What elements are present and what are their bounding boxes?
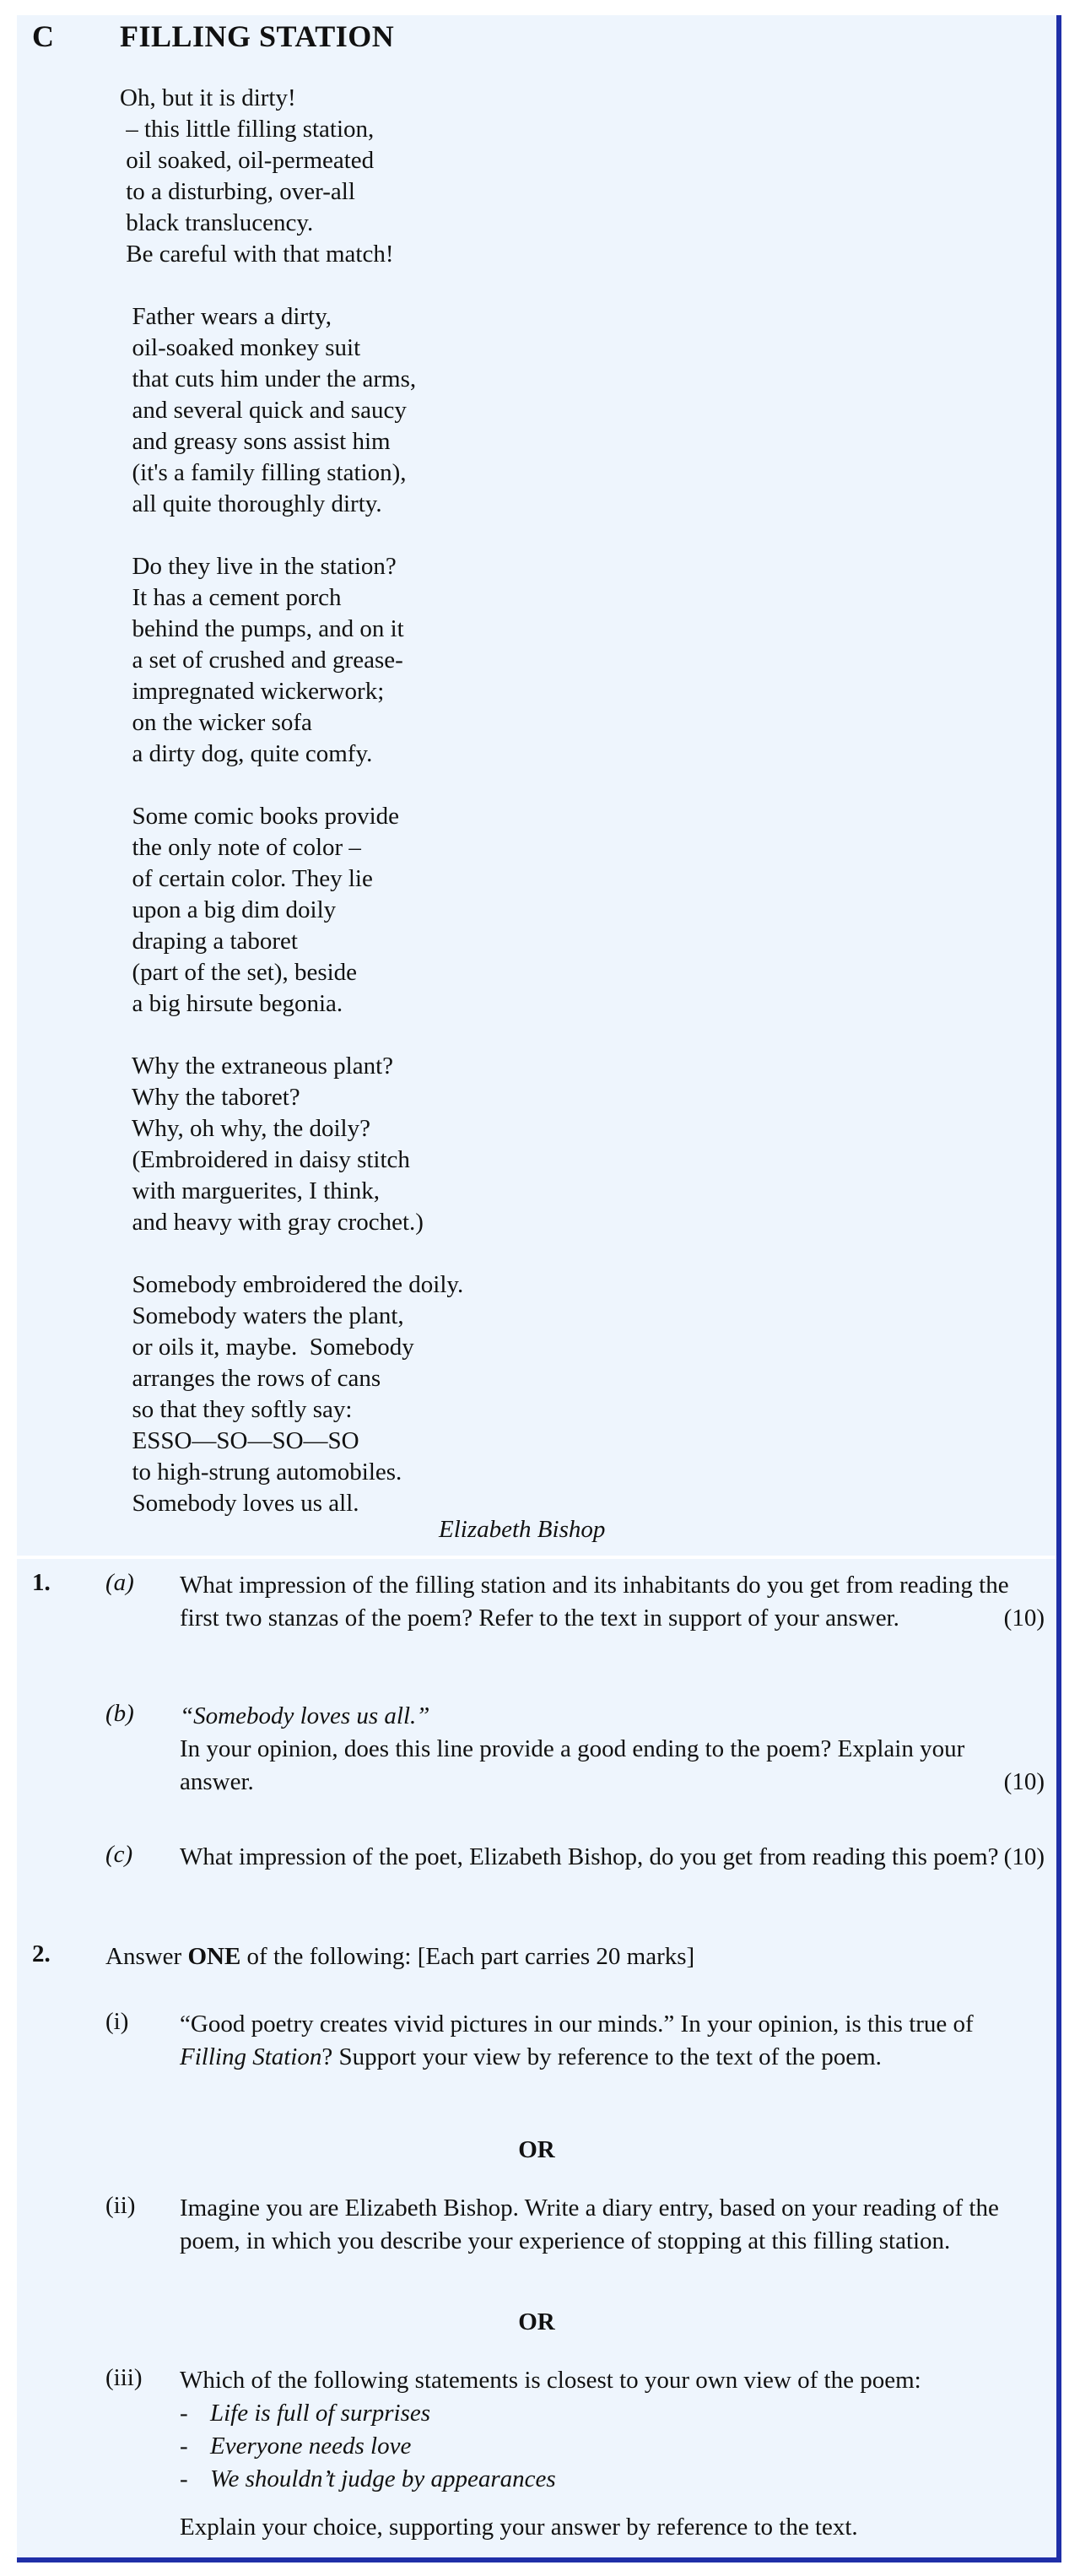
- poem-line: Somebody waters the plant,: [120, 1302, 404, 1329]
- question-1b-body: In your opinion, does this line provide a good ending to the poem? Explain your answer.: [180, 1735, 965, 1795]
- question-2-number: 2.: [32, 1940, 51, 1967]
- question-1c-marks: (10): [1003, 1843, 1045, 1870]
- question-1a-text: [180, 1569, 1045, 1635]
- poem-line: and greasy sons assist him: [120, 428, 391, 455]
- question-2iii-label: (iii): [105, 2364, 143, 2391]
- poem-stanza: [120, 1051, 463, 1238]
- poem-line: or oils it, maybe. Somebody: [120, 1334, 414, 1361]
- or-separator-2: OR: [518, 2308, 555, 2335]
- poem-line: Father wears a dirty,: [120, 303, 332, 330]
- question-1b-marks: (10): [1003, 1768, 1045, 1795]
- poem-stanza: [120, 551, 463, 770]
- question-2ii-label: (ii): [105, 2192, 136, 2219]
- poem-line: oil soaked, oil-permeated: [120, 147, 375, 174]
- poem-line: Be careful with that match!: [120, 241, 394, 268]
- exam-page: [17, 15, 1061, 2562]
- poem-panel: [17, 15, 1056, 1556]
- poem-stanza: [120, 801, 463, 1020]
- poem-line: (it's a family filling station),: [120, 459, 407, 486]
- poem-title: FILLING STATION: [120, 19, 395, 53]
- poem-line: a dirty dog, quite comfy.: [120, 740, 373, 767]
- poem-body: [120, 83, 463, 1519]
- poem-line: all quite thoroughly dirty.: [120, 490, 382, 517]
- questions-panel: [17, 1561, 1056, 2557]
- question-1a-label: (a): [105, 1569, 134, 1596]
- question-1c-label: (c): [105, 1841, 133, 1868]
- poem-line: so that they softly say:: [120, 1396, 353, 1423]
- question-1-number: 1.: [32, 1569, 51, 1596]
- poem-line: Some comic books provide: [120, 803, 400, 830]
- poem-line: Why the extraneous plant?: [120, 1053, 393, 1080]
- poem-line: (Embroidered in daisy stitch: [120, 1146, 410, 1173]
- section-letter: C: [32, 19, 54, 53]
- poem-line: that cuts him under the arms,: [120, 365, 417, 392]
- poem-line: and heavy with gray crochet.): [120, 1209, 424, 1236]
- question-2iii-text: [180, 2364, 1045, 2544]
- poem-line: and several quick and saucy: [120, 397, 407, 424]
- poem-line: It has a cement porch: [120, 584, 342, 611]
- question-2ii-text: Imagine you are Elizabeth Bishop. Write a diary entry, based on your reading of the poem, in which you describe your experience of stopping at this filling station.: [180, 2194, 999, 2254]
- poem-line: the only note of color –: [120, 834, 361, 861]
- question-2-intro-post: of the following: [Each part carries 20 marks]: [240, 1943, 695, 1970]
- poem-stanza: [120, 301, 463, 520]
- question-1a-body: What impression of the filling station and its inhabitants do you get from reading the first two stanzas of the poem? Refer to the text in support of your answer.: [180, 1572, 1009, 1632]
- poem-line: Do they live in the station?: [120, 553, 397, 580]
- statement-options: [180, 2397, 1045, 2496]
- poem-line: impregnated wickerwork;: [120, 678, 385, 705]
- poem-line: ESSO—SO—SO—SO: [120, 1427, 359, 1454]
- poem-line: black translucency.: [120, 209, 314, 236]
- question-2-intro-bold: ONE: [187, 1943, 241, 1970]
- poem-line: behind the pumps, and on it: [120, 615, 404, 642]
- poem-line: on the wicker sofa: [120, 709, 312, 736]
- poem-line: upon a big dim doily: [120, 896, 337, 923]
- poem-line: with marguerites, I think,: [120, 1177, 380, 1204]
- poem-line: to a disturbing, over-all: [120, 178, 355, 205]
- poem-line: a big hirsute begonia.: [120, 990, 343, 1017]
- question-1c-body: What impression of the poet, Elizabeth Bishop, do you get from reading this poem?: [180, 1843, 999, 1870]
- poem-line: Oh, but it is dirty!: [120, 84, 296, 111]
- poem-line: of certain color. They lie: [120, 865, 373, 892]
- question-1b-quote: “Somebody loves us all.”: [180, 1702, 430, 1729]
- poem-line: – this little filling station,: [120, 116, 375, 143]
- poem-line: draping a taboret: [120, 928, 298, 955]
- question-2iii-body: Which of the following statements is closest to your own view of the poem:: [180, 2367, 921, 2394]
- statement-option: - We shouldn’t judge by appearances: [180, 2465, 556, 2492]
- panel-divider: [17, 1556, 1056, 1559]
- statement-option: - Everyone needs love: [180, 2433, 412, 2460]
- statement-option: - Life is full of surprises: [180, 2400, 431, 2427]
- poem-line: oil-soaked monkey suit: [120, 334, 361, 361]
- poem-line: Why, oh why, the doily?: [120, 1115, 370, 1142]
- poem-line: to high-strung automobiles.: [120, 1458, 402, 1486]
- question-2i-title: Filling Station: [180, 2043, 322, 2070]
- question-2-intro-pre: Answer: [105, 1943, 188, 1970]
- poem-line: Why the taboret?: [120, 1084, 300, 1111]
- poem-stanza: [120, 83, 463, 270]
- question-2i-label: (i): [105, 2008, 129, 2035]
- question-2i-text-pre: “Good poetry creates vivid pictures in our minds.” In your opinion, is this true of: [180, 2010, 974, 2038]
- poem-line: arranges the rows of cans: [120, 1365, 381, 1392]
- poem-author: Elizabeth Bishop: [439, 1516, 606, 1543]
- question-1b-label: (b): [105, 1700, 134, 1727]
- question-1c-text: [180, 1841, 1045, 1874]
- question-2i-text-post: ? Support your view by reference to the text of the poem.: [321, 2043, 882, 2070]
- poem-line: a set of crushed and grease-: [120, 647, 403, 674]
- question-2iii-closing: Explain your choice, supporting your answer by reference to the text.: [180, 2514, 858, 2541]
- question-2-intro: [105, 1940, 1034, 1973]
- poem-line: Somebody loves us all.: [120, 1490, 359, 1517]
- poem-stanza: [120, 1269, 463, 1519]
- question-2i-text: [180, 2008, 1045, 2074]
- question-1b-text: [180, 1700, 1045, 1799]
- poem-line: (part of the set), beside: [120, 959, 358, 986]
- or-separator-1: OR: [518, 2136, 555, 2163]
- poem-line: Somebody embroidered the doily.: [120, 1271, 464, 1298]
- question-1a-marks: (10): [1003, 1605, 1045, 1632]
